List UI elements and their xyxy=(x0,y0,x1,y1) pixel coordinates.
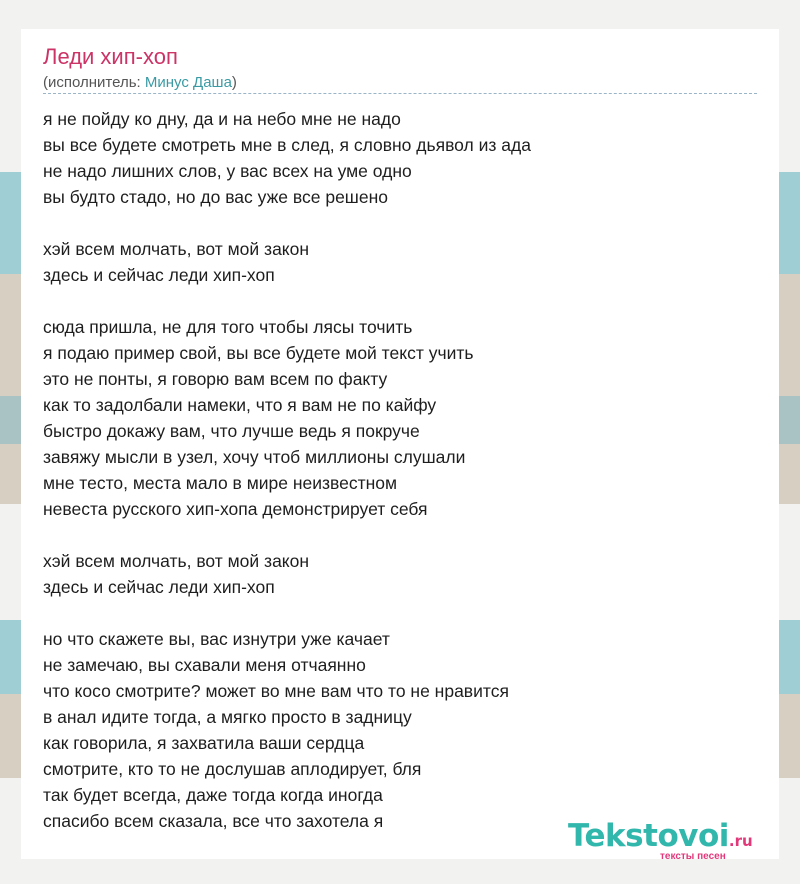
lyrics-card xyxy=(21,29,779,859)
lyric-line: мне тесто, места мало в мире неизвестном xyxy=(43,473,398,493)
artist-suffix: ) xyxy=(231,74,237,91)
lyric-line: спасибо всем сказала, все что захотела я xyxy=(43,811,384,831)
lyric-line: вы все будете смотреть мне в след, я словно дьявол из ада xyxy=(43,135,531,155)
artist-link[interactable]: Минус Даша xyxy=(144,74,232,91)
stanza-break xyxy=(43,522,763,548)
lyric-line: так будет всегда, даже тогда когда иногда xyxy=(43,785,383,805)
lyric-line: здесь и сейчас леди хип-хоп xyxy=(43,577,275,597)
lyric-line: хэй всем молчать, вот мой закон xyxy=(43,551,310,571)
lyric-line: я не пойду ко дну, да и на небо мне не надо xyxy=(43,109,401,129)
lyric-line: вы будто стадо, но до вас уже все решено xyxy=(43,187,388,207)
lyric-line: невеста русского хип-хопа демонстрирует себя xyxy=(43,499,428,519)
lyric-line: как то задолбали намеки, что я вам не по кайфу xyxy=(43,395,437,415)
lyric-line: не надо лишних слов, у вас всех на уме одно xyxy=(43,161,412,181)
lyric-line: я подаю пример свой, вы все будете мой текст учить xyxy=(43,343,474,363)
lyric-line: но что скажете вы, вас изнутри уже качает xyxy=(43,629,390,649)
lyric-line: это не понты, я говорю вам всем по факту xyxy=(43,369,388,389)
artist-line xyxy=(43,73,237,93)
lyric-line: что косо смотрите? может во мне вам что то не нравится xyxy=(43,681,509,701)
lyric-line: в анал идите тогда, а мягко просто в задницу xyxy=(43,707,412,727)
lyric-line: здесь и сейчас леди хип-хоп xyxy=(43,265,275,285)
stanza-break xyxy=(43,288,763,314)
logo-tagline: тексты песен xyxy=(660,851,726,862)
lyric-line: быстро докажу вам, что лучше ведь я покруче xyxy=(43,421,420,441)
lyric-line: смотрите, кто то не дослушав аплодирует, бля xyxy=(43,759,422,779)
lyric-line: сюда пришла, не для того чтобы лясы точить xyxy=(43,317,413,337)
song-title: Леди хип-хоп xyxy=(43,44,178,69)
lyrics-body xyxy=(43,106,763,834)
site-logo[interactable] xyxy=(568,818,753,862)
lyric-line: завяжу мысли в узел, хочу чтоб миллионы слушали xyxy=(43,447,466,467)
lyric-line: хэй всем молчать, вот мой закон xyxy=(43,239,310,259)
logo-domain: .ru xyxy=(728,832,753,850)
artist-prefix: (исполнитель: xyxy=(43,74,145,91)
lyric-line: не замечаю, вы схавали меня отчаянно xyxy=(43,655,366,675)
stanza-break xyxy=(43,210,763,236)
divider xyxy=(43,93,757,94)
logo-wordmark: Tekstovoi xyxy=(568,818,729,854)
stanza-break xyxy=(43,600,763,626)
lyric-line: как говорила, я захватила ваши сердца xyxy=(43,733,365,753)
